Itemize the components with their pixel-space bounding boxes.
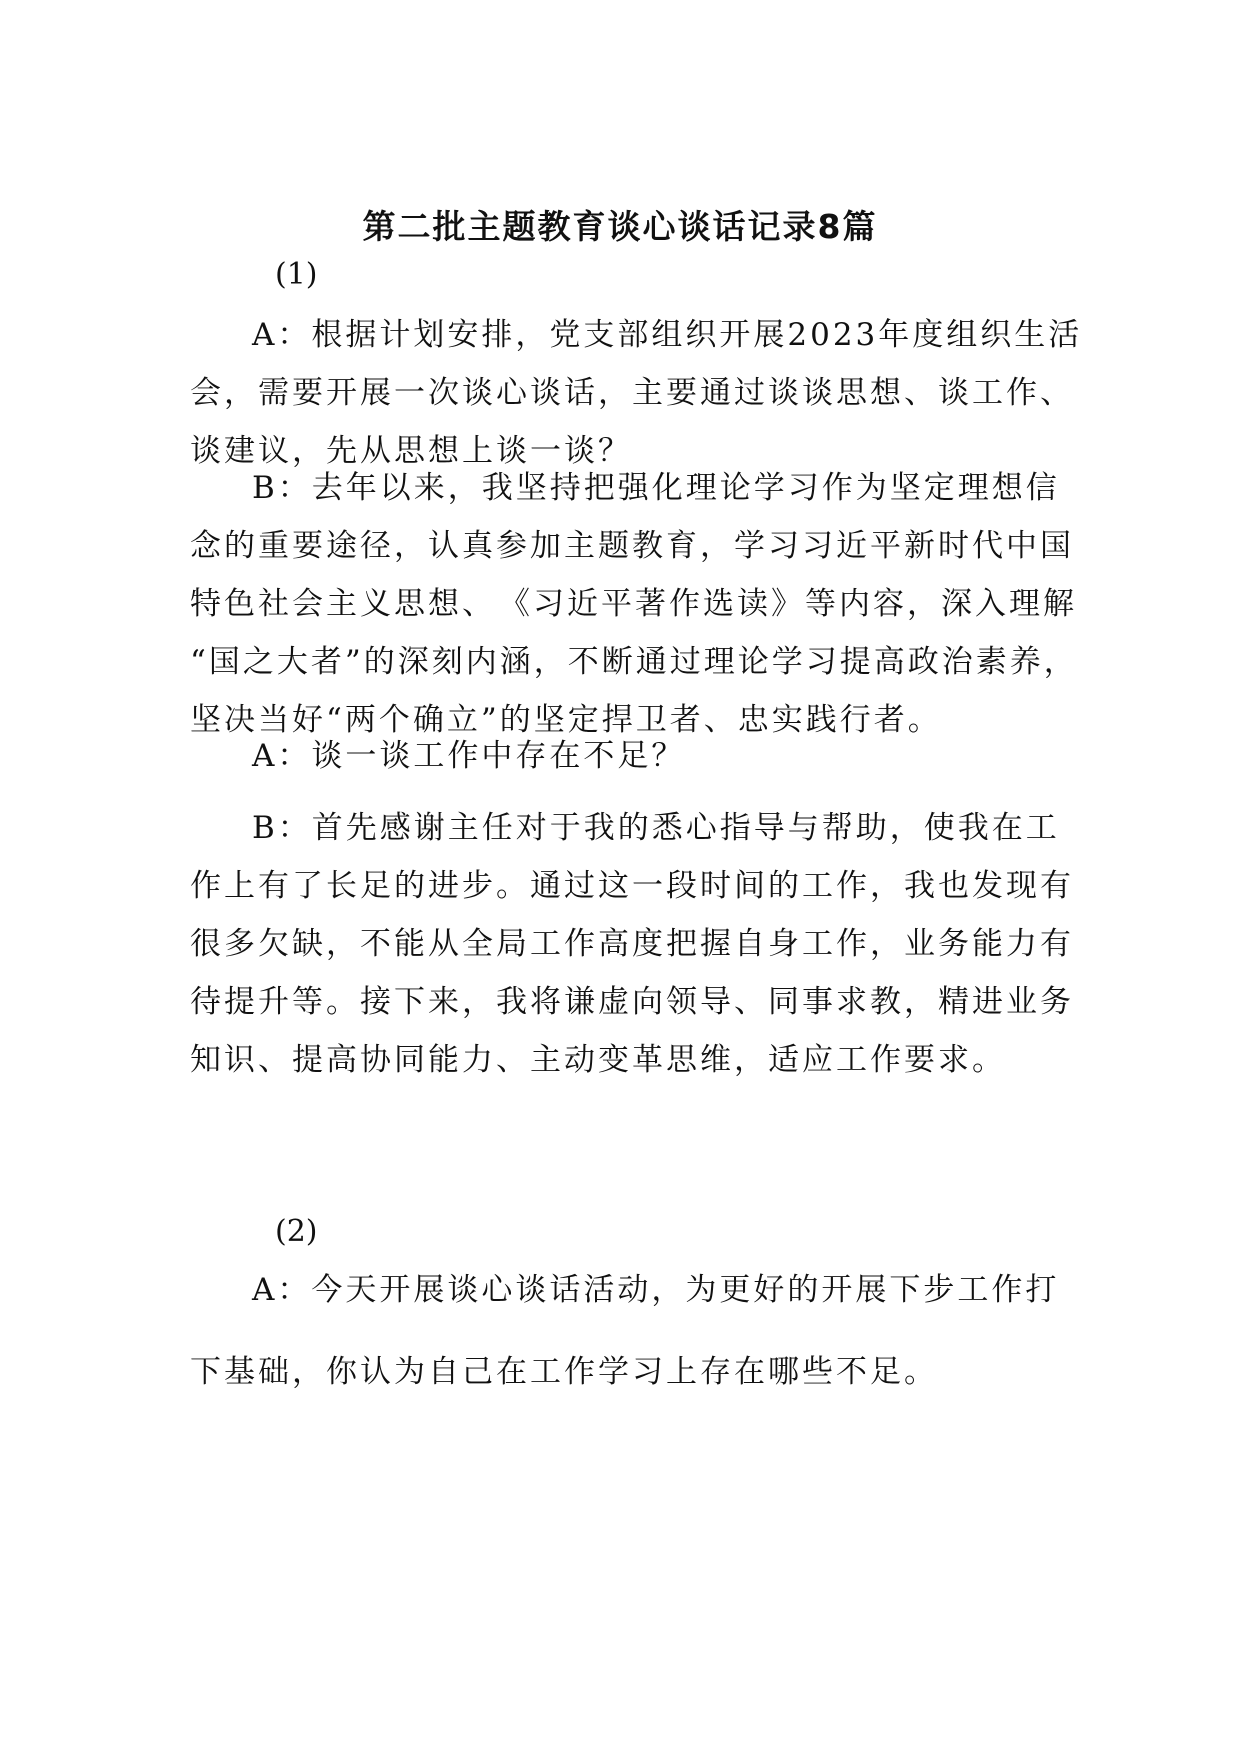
paragraph-line: B：去年以来，我坚持把强化理论学习作为坚定理想信	[252, 470, 1060, 506]
paragraph-1-2	[190, 459, 1078, 749]
paragraph-line: 待提升等。接下来，我将谦虚向领导、同事求教，精进业务	[190, 984, 1074, 1020]
paragraph-line: A：谈一谈工作中存在不足？	[252, 738, 686, 774]
paragraph-line: A：今天开展谈心谈话活动，为更好的开展下步工作打	[252, 1272, 1060, 1308]
section-label-1: (1)	[275, 257, 318, 292]
paragraph-line: B：首先感谢主任对于我的悉心指导与帮助，使我在工	[252, 810, 1060, 846]
paragraph-line: 作上有了长足的进步。通过这一段时间的工作，我也发现有	[190, 868, 1074, 904]
paragraph-line: 会，需要开展一次谈心谈话，主要通过谈谈思想、谈工作、	[190, 375, 1074, 411]
paragraph-line: 知识、提高协同能力、主动变革思维，适应工作要求。	[190, 1042, 1006, 1078]
section-label-2: (2)	[275, 1214, 318, 1249]
paragraph-line: 念的重要途径，认真参加主题教育，学习习近平新时代中国	[190, 528, 1074, 564]
paragraph-1-1	[190, 306, 1083, 480]
paragraph-line: 谈建议，先从思想上谈一谈？	[190, 433, 632, 469]
paragraph-line: 很多欠缺，不能从全局工作高度把握自身工作，业务能力有	[190, 926, 1074, 962]
paragraph-line: A：根据计划安排，党支部组织开展2023年度组织生活	[252, 317, 1083, 353]
document-title: 第二批主题教育谈心谈话记录8篇	[362, 207, 878, 246]
paragraph-2-1	[190, 1249, 1060, 1413]
paragraph-1-3	[190, 727, 1060, 785]
paragraph-line: 特色社会主义思想、 《习近平著作选读》等内容，深入理解	[190, 586, 1077, 622]
paragraph-line: 坚决当好“两个确立”的坚定捍卫者、忠实践行者。	[190, 702, 942, 738]
paragraph-1-4	[190, 799, 1074, 1089]
paragraph-line: 下基础，你认为自己在工作学习上存在哪些不足。	[190, 1354, 938, 1390]
paragraph-line: “国之大者”的深刻内涵，不断通过理论学习提高政治素养，	[190, 644, 1078, 680]
